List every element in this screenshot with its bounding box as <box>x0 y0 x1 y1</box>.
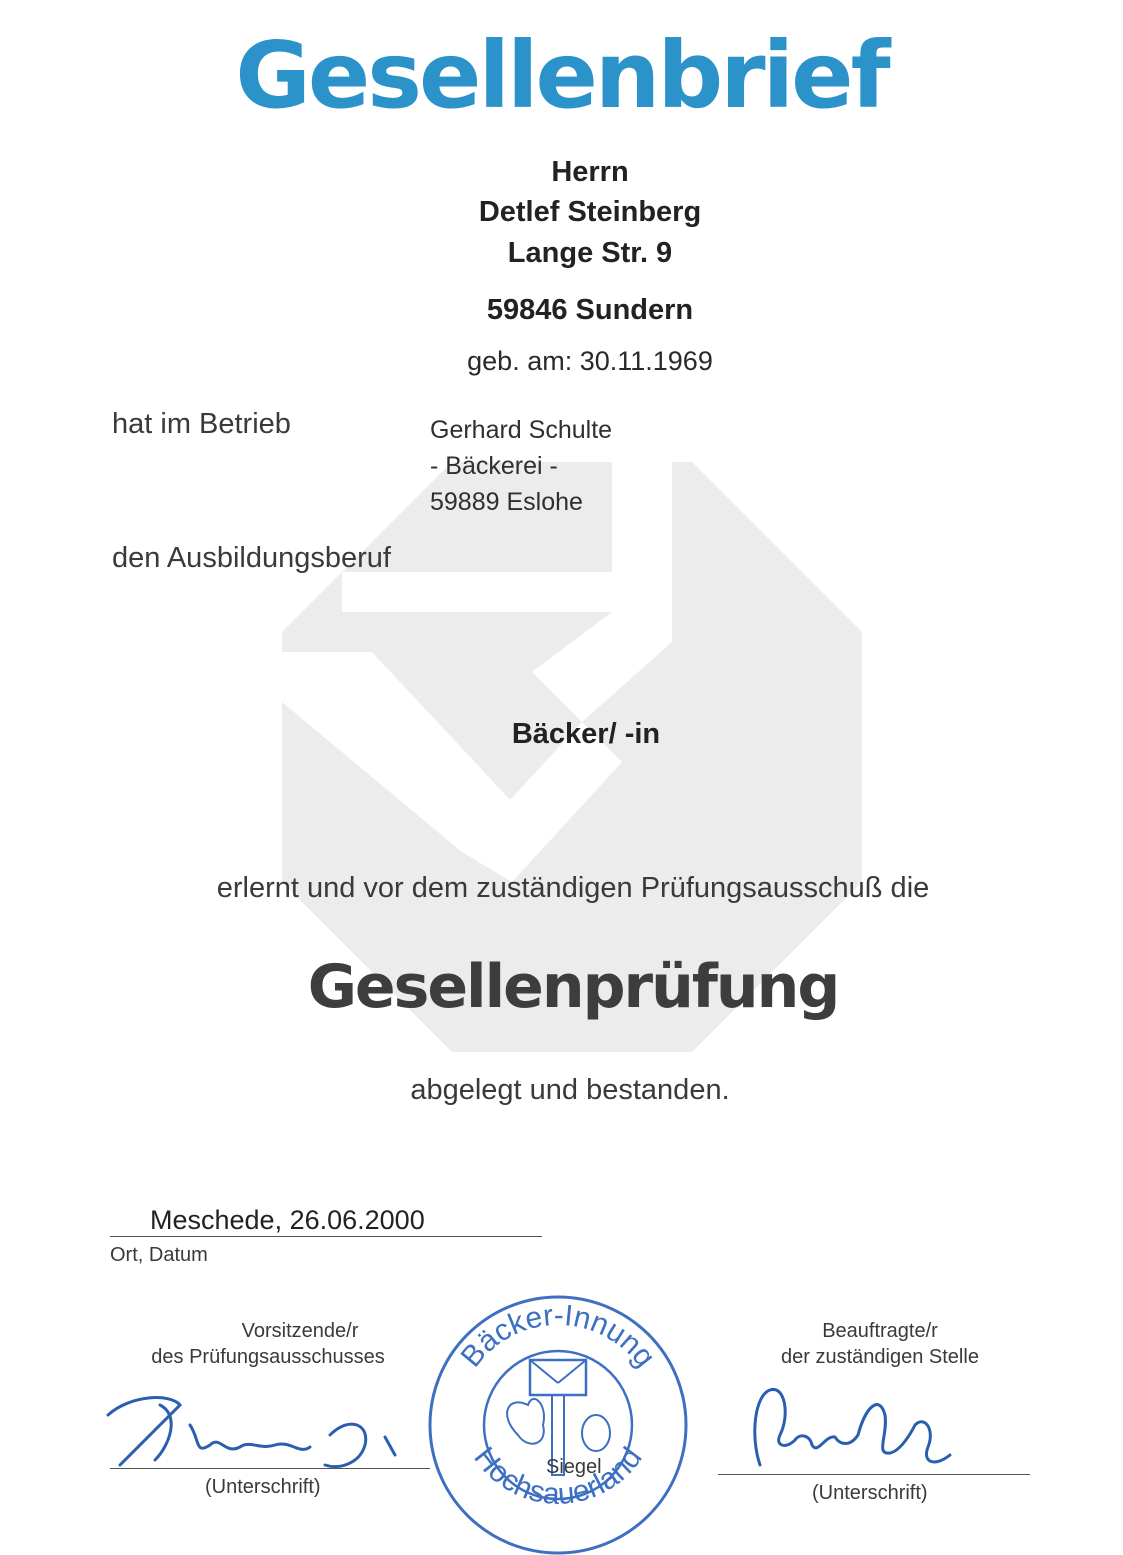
company-type: - Bäckerei - <box>430 452 558 480</box>
right-signature <box>740 1375 970 1485</box>
left-signatory-subtitle: des Prüfungsausschusses <box>151 1346 385 1368</box>
innung-seal <box>418 1285 698 1555</box>
company-label: hat im Betrieb <box>112 408 291 440</box>
recipient-street: Lange Str. 9 <box>507 237 673 269</box>
right-signatory-subtitle: der zuständigen Stelle <box>781 1346 979 1368</box>
occupation: Bäcker/ -in <box>511 718 661 750</box>
occupation-label: den Ausbildungsberuf <box>112 542 391 574</box>
right-signature-line <box>718 1474 1030 1475</box>
company-city: 59889 Eslohe <box>430 488 583 516</box>
seal-label: Siegel <box>546 1456 602 1478</box>
left-signature-label: (Unterschrift) <box>205 1476 321 1498</box>
left-signature <box>100 1385 420 1475</box>
left-signatory-title: Vorsitzende/r <box>241 1320 359 1342</box>
right-signatory-title: Beauftragte/r <box>822 1320 938 1342</box>
company-owner: Gerhard Schulte <box>430 416 613 444</box>
place-date-label: Ort, Datum <box>110 1244 208 1266</box>
recipient-birth-date: geb. am: 30.11.1969 <box>467 346 713 376</box>
result-text: abgelegt und bestanden. <box>410 1074 730 1106</box>
document-title: Gesellenbrief <box>235 22 888 129</box>
recipient-name: Detlef Steinberg <box>478 196 702 228</box>
right-signature-label: (Unterschrift) <box>812 1482 928 1504</box>
exam-title: Gesellenprüfung <box>307 952 839 1022</box>
seal-ring-bottom: Hochsauerland <box>467 1441 649 1512</box>
recipient-salutation: Herrn <box>551 156 629 188</box>
place-date-line <box>110 1236 542 1237</box>
recipient-city: 59846 Sundern <box>486 294 694 326</box>
left-signature-line <box>110 1468 430 1469</box>
seal-ring-top: Bäcker-Innung <box>454 1298 662 1374</box>
place-date: Meschede, 26.06.2000 <box>150 1205 425 1235</box>
exam-text: erlernt und vor dem zuständigen Prüfungsausschuß die <box>216 872 930 904</box>
